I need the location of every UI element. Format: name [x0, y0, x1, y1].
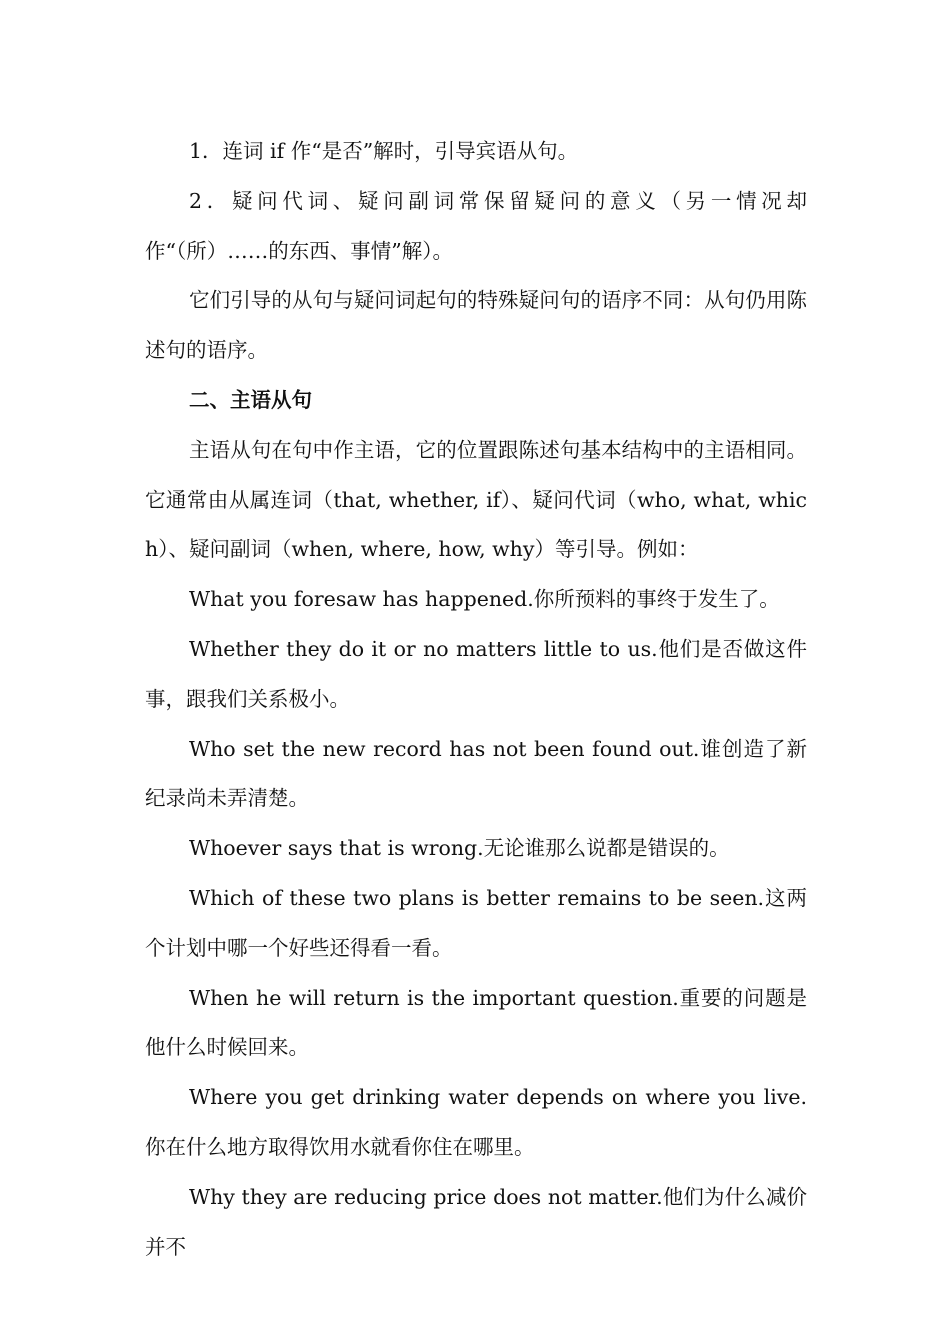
paragraph-word-order: 它们引导的从句与疑问词起句的特殊疑问句的语序不同：从句仍用陈述句的语序。: [145, 288, 807, 363]
document-body: [145, 127, 807, 1272]
section-heading: 二、主语从句: [189, 387, 312, 412]
example-sentence: Whether they do it or no matters little to us.他们是否做这件事，跟我们关系极小。: [145, 636, 807, 711]
example-sentence: Why they are reducing price does not matter.他们为什么减价并不: [145, 1184, 807, 1259]
example-sentence: Which of these two plans is better remains to be seen.这两个计划中哪一个好些还得看一看。: [145, 885, 807, 960]
paragraph-intro: 主语从句在句中作主语，它的位置跟陈述句基本结构中的主语相同。它通常由从属连词（that, whether, if）、疑问代词（who, what, which）、疑问副词（when, where, how, why）等引导。例如：: [145, 437, 807, 562]
example-sentence: Who set the new record has not been found out.谁创造了新纪录尚未弄清楚。: [145, 736, 807, 811]
example-sentence: What you foresaw has happened.你所预料的事终于发生了。: [189, 587, 780, 612]
example-sentence: Whoever says that is wrong.无论谁那么说都是错误的。: [189, 836, 730, 861]
paragraph-point-2: 2．疑问代词、疑问副词常保留疑问的意义（另一情况却作“（所）……的东西、事情”解）。: [145, 188, 807, 263]
paragraph-point-1: 1．连词 if 作“是否”解时，引导宾语从句。: [189, 139, 579, 163]
example-sentence: When he will return is the important question.重要的问题是他什么时候回来。: [145, 985, 807, 1060]
example-sentence: Where you get drinking water depends on where you live.你在什么地方取得饮用水就看你住在哪里。: [145, 1085, 807, 1159]
